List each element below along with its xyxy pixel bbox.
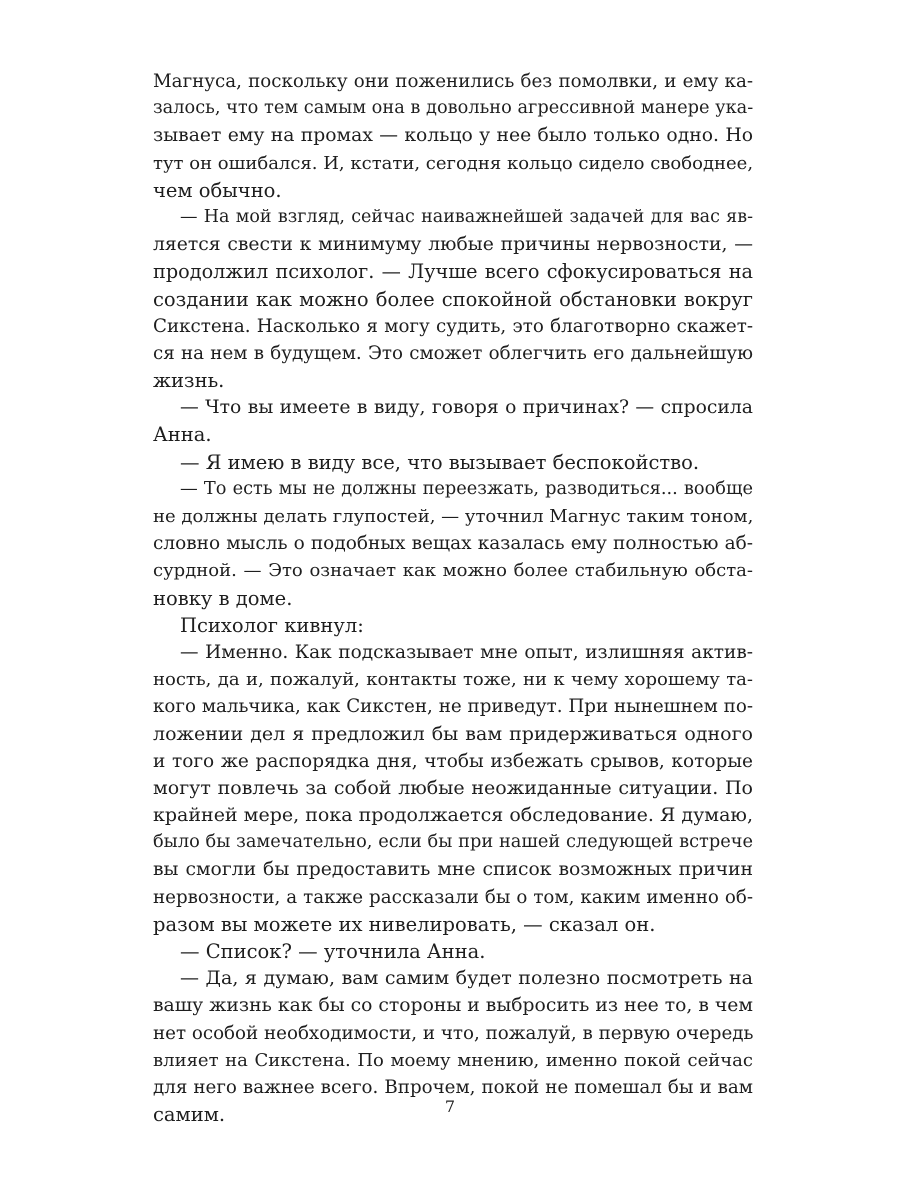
body-text [153, 68, 753, 1128]
page-number: 7 [444, 1097, 456, 1116]
text-line: — Список? — уточнила Анна. [180, 940, 486, 963]
text-line: — Да, я думаю, вам самим будет полезно посмотреть на [180, 967, 753, 990]
text-line: Психолог кивнул: [180, 613, 364, 637]
text-line: влияет на Сикстена. По моему мнению, именно покой сейчас [153, 1049, 753, 1071]
text-line: — Я имею в виду все, что вызывает беспокойство. [180, 450, 700, 474]
text-line: новку в доме. [153, 586, 293, 610]
text-line: — Именно. Как подсказывает мне опыт, излишняя актив- [180, 641, 753, 663]
text-line: разом вы можете их нивелировать, — сказал он. [153, 912, 656, 936]
text-line: Сикстена. Насколько я могу судить, это благотворно скажет- [153, 315, 753, 337]
text-line: сурдной. — Это означает как можно более стабильную обста- [153, 560, 753, 582]
text-line: не должны делать глупостей, — уточнил Магнус таким тоном, [153, 506, 754, 527]
text-line: — То есть мы не должны переезжать, разводиться... вообще [180, 478, 753, 499]
text-line: ложении дел я предложил бы вам придерживаться одного [153, 722, 753, 745]
text-line: могут повлечь за собой любые неожиданные ситуации. По [153, 776, 753, 799]
text-line: и того же распорядка дня, чтобы избежать срывов, которые [153, 750, 753, 772]
text-line: нервозности, а также рассказали бы о том, каким именно об- [153, 886, 753, 908]
text-line: самим. [153, 1103, 226, 1127]
text-line: зывает ему на промах — кольцо у нее было только одно. Но [153, 125, 753, 147]
text-line: ся на нем в будущем. Это сможет облегчить его дальнейшую [153, 342, 753, 364]
text-line: залось, что тем самым она в довольно агрессивной манере ука- [153, 98, 754, 119]
text-line: вашу жизнь как бы со стороны и выбросить из нее то, в чем [153, 995, 753, 1017]
text-line: нет особой необходимости, и что, пожалуй, в первую очередь [153, 1022, 754, 1044]
text-line: — Что вы имеете в виду, говоря о причинах? — спросила [180, 397, 753, 419]
text-line: вы смогли бы предоставить мне список возможных причин [153, 859, 753, 881]
text-line: — На мой взгляд, сейчас наиважнейшей задачей для вас яв- [180, 206, 753, 227]
text-line: для него важнее всего. Впрочем, покой не помешал бы и вам [153, 1076, 753, 1098]
text-line: продолжил психолог. — Лучше всего сфокусироваться на [153, 260, 753, 284]
text-line: словно мысль о подобных вещах казалась ему полностью аб- [153, 533, 753, 555]
text-line: тут он ошибался. И, кстати, сегодня кольцо сидело свободнее, [153, 152, 754, 174]
text-line: было бы замечательно, если бы при нашей следующей встрече [153, 832, 753, 853]
text-line: крайней мере, пока продолжается обследование. Я думаю, [153, 804, 753, 827]
text-line: создании как можно более спокойной обстановки вокруг [153, 287, 753, 311]
text-line: кого мальчика, как Сикстен, не приведут. При нынешнем по- [153, 696, 753, 718]
text-line: чем обычно. [153, 178, 282, 202]
text-line: ляется свести к минимуму любые причины нервозности, — [153, 234, 753, 256]
text-line: Магнуса, поскольку они поженились без помолвки, и ему ка- [153, 71, 753, 92]
text-line: Анна. [153, 423, 212, 447]
text-line: ность, да и, пожалуй, контакты тоже, ни к чему хорошему та- [153, 669, 753, 691]
text-line: жизнь. [153, 369, 225, 393]
